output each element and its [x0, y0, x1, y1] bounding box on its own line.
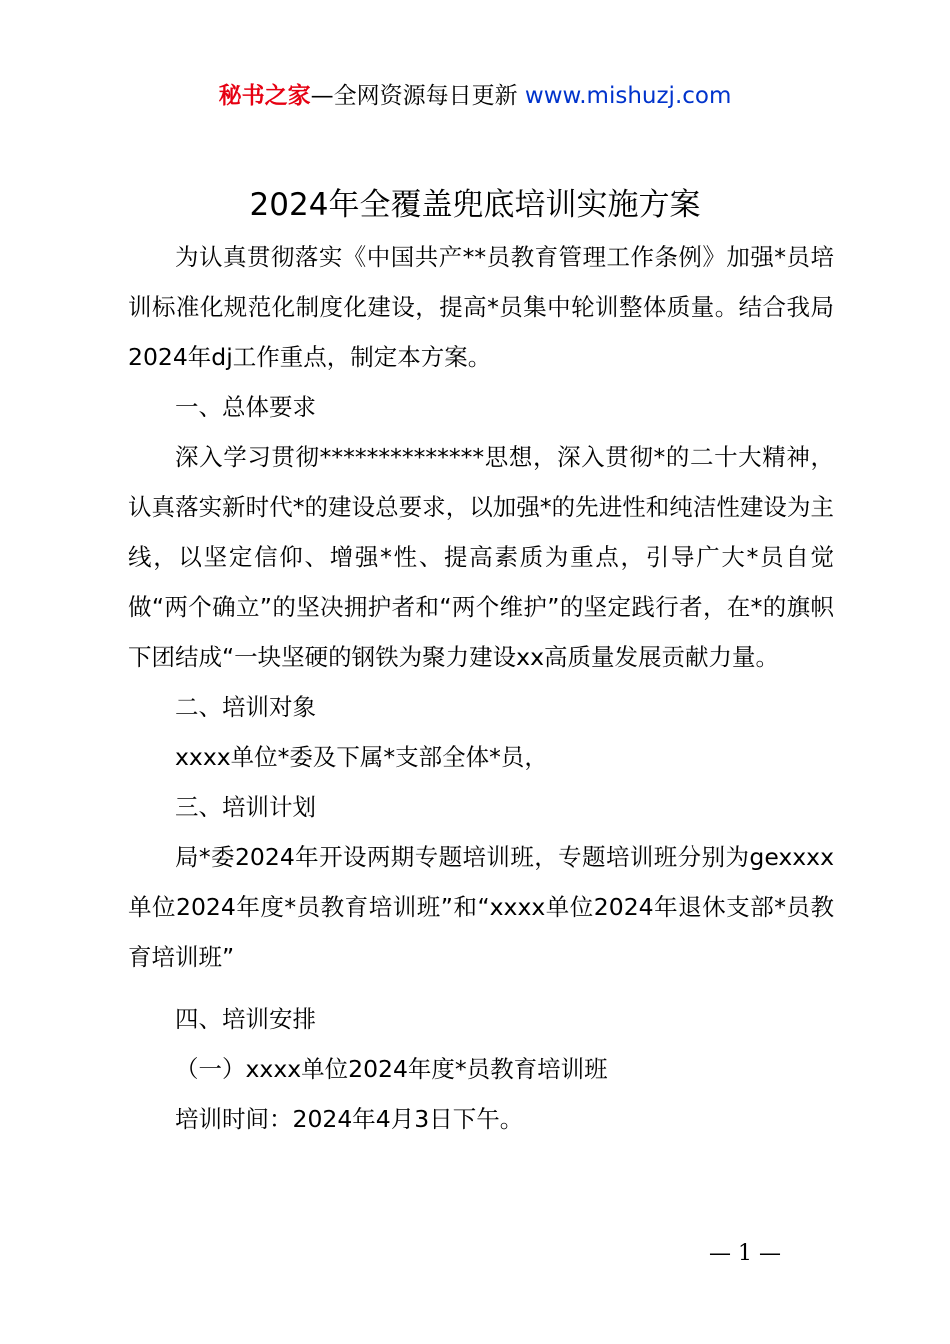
general-requirements-paragraph: 深入学习贯彻**************思想，深入贯彻*的二十大精神，认真落实新时代*的建设总要求，以加强*的先进性和纯洁性建设为主线，以坚定信仰、增强*性、提高素质为重点，引导广大*员自觉做“两个确立”的坚决拥护者和“两个维护”的坚定践行者，在*的旗帜下团结成“一块坚硬的钢铁为聚力建设xx高质量发展贡献力量。: [128, 443, 834, 671]
header-slogan: —全网资源每日更新: [310, 83, 525, 109]
training-plan-paragraph: 局*委2024年开设两期专题培训班，专题培训班分别为gexxxx单位2024年度*员教育培训班”和“xxxx单位2024年退休支部*员教育培训班”: [128, 843, 834, 971]
brand-name: 秘书之家: [218, 83, 311, 109]
page-number: — 1 —: [709, 1241, 781, 1266]
intro-paragraph: 为认真贯彻落实《中国共产**员教育管理工作条例》加强*员培训标准化规范化制度化建设，提高*员集中轮训整体质量。结合我局2024年dj工作重点，制定本方案。: [128, 243, 834, 371]
section-heading-training-targets: 二、培训对象: [175, 693, 316, 721]
section-heading-general-requirements: 一、总体要求: [175, 393, 316, 421]
section-heading-training-arrangement: 四、培训安排: [175, 1005, 316, 1033]
site-url-link[interactable]: www.mishuzj.com: [524, 83, 732, 109]
training-targets-paragraph: xxxx单位*委及下属*支部全体*员，: [175, 743, 548, 771]
subsection-heading-annual-class: （一）xxxx单位2024年度*员教育培训班: [175, 1055, 608, 1083]
document-body: [128, 232, 834, 1144]
site-header: [0, 80, 950, 112]
document-title: 2024年全覆盖兜底培训实施方案: [249, 187, 701, 223]
training-time-paragraph: 培训时间：2024年4月3日下午。: [175, 1105, 524, 1133]
section-heading-training-plan: 三、培训计划: [175, 793, 316, 821]
